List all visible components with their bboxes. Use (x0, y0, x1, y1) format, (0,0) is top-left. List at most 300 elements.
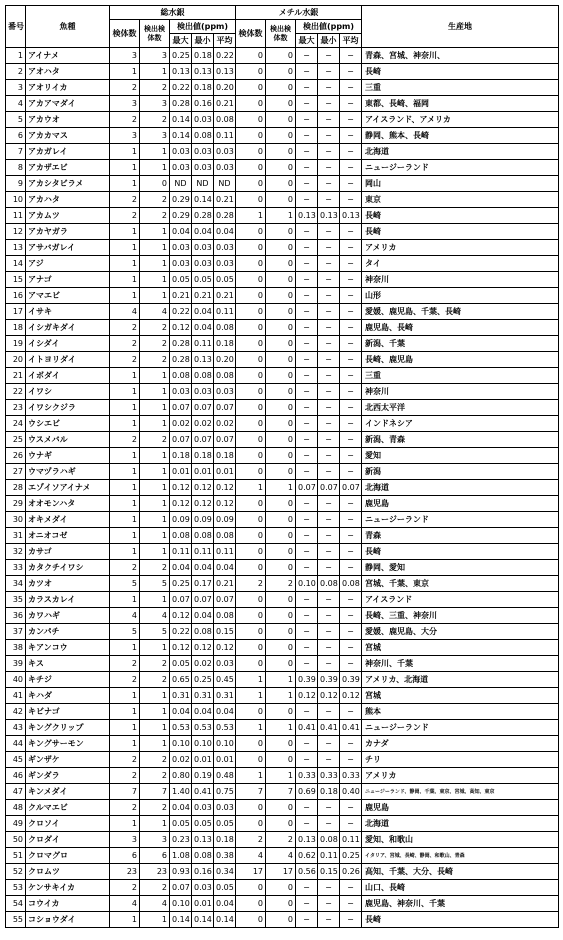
row-number: 6 (6, 128, 26, 144)
total-min: 0.18 (192, 80, 214, 96)
methyl-detected: 0 (266, 256, 296, 272)
total-avg: 0.05 (214, 816, 236, 832)
production-area: 長崎 (362, 912, 559, 928)
methyl-max: 0.41 (296, 720, 318, 736)
total-samples: 1 (110, 64, 140, 80)
methyl-samples: 0 (236, 912, 266, 928)
table-row (6, 144, 559, 160)
methyl-min: − (318, 304, 340, 320)
total-max: 0.11 (170, 544, 192, 560)
methyl-avg: − (340, 736, 362, 752)
methyl-avg: 0.12 (340, 688, 362, 704)
total-detected: 1 (140, 512, 170, 528)
total-samples: 6 (110, 848, 140, 864)
row-number: 1 (6, 48, 26, 64)
methyl-detected: 0 (266, 192, 296, 208)
row-number: 18 (6, 320, 26, 336)
production-area: 鹿児島 (362, 800, 559, 816)
total-min: 0.08 (192, 128, 214, 144)
fish-name: オニオコゼ (26, 528, 110, 544)
table-row (6, 496, 559, 512)
total-samples: 2 (110, 752, 140, 768)
methyl-detected: 0 (266, 80, 296, 96)
methyl-max: − (296, 432, 318, 448)
total-detected: 1 (140, 160, 170, 176)
total-min: 0.07 (192, 432, 214, 448)
methyl-detected: 1 (266, 672, 296, 688)
row-number: 54 (6, 896, 26, 912)
fish-name: カサゴ (26, 544, 110, 560)
header-methyl-max: 最大 (296, 34, 318, 48)
row-number: 49 (6, 816, 26, 832)
mercury-table-container (5, 5, 558, 928)
total-max: 0.31 (170, 688, 192, 704)
total-min: 0.02 (192, 656, 214, 672)
methyl-max: − (296, 160, 318, 176)
production-area: 鹿児島、長崎 (362, 320, 559, 336)
total-samples: 3 (110, 48, 140, 64)
total-max: 0.07 (170, 880, 192, 896)
methyl-samples: 17 (236, 864, 266, 880)
methyl-samples: 0 (236, 752, 266, 768)
fish-name: カタクチイワシ (26, 560, 110, 576)
table-row (6, 128, 559, 144)
total-max: 0.25 (170, 576, 192, 592)
header-no: 番号 (6, 6, 26, 48)
total-samples: 7 (110, 784, 140, 800)
total-avg: 0.01 (214, 464, 236, 480)
methyl-min: 0.08 (318, 576, 340, 592)
table-row (6, 800, 559, 816)
total-avg: 0.12 (214, 480, 236, 496)
fish-name: オキメダイ (26, 512, 110, 528)
methyl-max: − (296, 592, 318, 608)
methyl-min: 0.39 (318, 672, 340, 688)
methyl-samples: 0 (236, 400, 266, 416)
total-max: 0.80 (170, 768, 192, 784)
methyl-avg: − (340, 320, 362, 336)
total-min: 0.16 (192, 96, 214, 112)
total-detected: 1 (140, 288, 170, 304)
methyl-min: − (318, 272, 340, 288)
methyl-avg: 0.33 (340, 768, 362, 784)
methyl-min: − (318, 624, 340, 640)
fish-name: ウナギ (26, 448, 110, 464)
header-total-max: 最大 (170, 34, 192, 48)
row-number: 55 (6, 912, 26, 928)
methyl-samples: 1 (236, 480, 266, 496)
fish-name: ウスメバル (26, 432, 110, 448)
production-area: 長崎 (362, 224, 559, 240)
methyl-min: − (318, 704, 340, 720)
production-area: 東都、長崎、福岡 (362, 96, 559, 112)
row-number: 13 (6, 240, 26, 256)
methyl-detected: 0 (266, 288, 296, 304)
total-avg: 0.45 (214, 672, 236, 688)
production-area: 長崎 (362, 544, 559, 560)
methyl-min: 0.13 (318, 208, 340, 224)
methyl-max: − (296, 912, 318, 928)
table-row (6, 864, 559, 880)
methyl-min: − (318, 320, 340, 336)
methyl-detected: 0 (266, 656, 296, 672)
methyl-max: − (296, 560, 318, 576)
total-samples: 1 (110, 448, 140, 464)
methyl-detected: 0 (266, 912, 296, 928)
total-avg: 0.08 (214, 320, 236, 336)
total-avg: 0.05 (214, 272, 236, 288)
total-samples: 1 (110, 368, 140, 384)
methyl-max: 0.13 (296, 832, 318, 848)
total-max: 0.09 (170, 512, 192, 528)
methyl-samples: 0 (236, 128, 266, 144)
production-area: アメリカ、北海道 (362, 672, 559, 688)
methyl-detected: 0 (266, 624, 296, 640)
methyl-max: 0.13 (296, 208, 318, 224)
methyl-avg: 0.41 (340, 720, 362, 736)
total-max: 0.03 (170, 384, 192, 400)
methyl-min: − (318, 96, 340, 112)
fish-name: ウシエビ (26, 416, 110, 432)
methyl-max: − (296, 112, 318, 128)
total-samples: 2 (110, 768, 140, 784)
production-area: 新潟 (362, 464, 559, 480)
methyl-detected: 0 (266, 752, 296, 768)
methyl-min: − (318, 656, 340, 672)
methyl-detected: 0 (266, 432, 296, 448)
table-row (6, 192, 559, 208)
production-area: 鹿児島 (362, 496, 559, 512)
methyl-samples: 0 (236, 896, 266, 912)
total-samples: 2 (110, 880, 140, 896)
methyl-avg: − (340, 464, 362, 480)
total-detected: 2 (140, 80, 170, 96)
total-samples: 1 (110, 144, 140, 160)
total-min: 0.03 (192, 112, 214, 128)
total-min: 0.14 (192, 912, 214, 928)
total-max: 0.22 (170, 624, 192, 640)
methyl-samples: 0 (236, 304, 266, 320)
methyl-min: − (318, 496, 340, 512)
row-number: 10 (6, 192, 26, 208)
methyl-samples: 0 (236, 800, 266, 816)
methyl-min: 0.15 (318, 864, 340, 880)
total-avg: 0.20 (214, 80, 236, 96)
fish-name: ギンダラ (26, 768, 110, 784)
total-avg: 0.34 (214, 864, 236, 880)
fish-name: イシダイ (26, 336, 110, 352)
methyl-detected: 0 (266, 336, 296, 352)
row-number: 48 (6, 800, 26, 816)
total-avg: 0.22 (214, 48, 236, 64)
total-avg: 0.20 (214, 352, 236, 368)
total-detected: 1 (140, 224, 170, 240)
total-samples: 1 (110, 496, 140, 512)
production-area: 長崎、鹿児島 (362, 352, 559, 368)
methyl-avg: − (340, 96, 362, 112)
total-min: 0.03 (192, 240, 214, 256)
total-samples: 5 (110, 624, 140, 640)
methyl-min: − (318, 544, 340, 560)
row-number: 46 (6, 768, 26, 784)
header-total-samples: 検体数 (110, 20, 140, 48)
methyl-max: − (296, 368, 318, 384)
row-number: 47 (6, 784, 26, 800)
total-max: 0.22 (170, 80, 192, 96)
methyl-samples: 0 (236, 112, 266, 128)
row-number: 19 (6, 336, 26, 352)
total-detected: 1 (140, 496, 170, 512)
methyl-samples: 0 (236, 368, 266, 384)
total-avg: 0.11 (214, 304, 236, 320)
total-samples: 1 (110, 512, 140, 528)
total-max: 0.05 (170, 816, 192, 832)
table-row (6, 768, 559, 784)
methyl-max: − (296, 144, 318, 160)
production-area: 愛媛、鹿児島、千葉、長崎 (362, 304, 559, 320)
header-total-mercury: 総水銀 (110, 6, 236, 20)
total-min: 0.01 (192, 752, 214, 768)
methyl-min: − (318, 752, 340, 768)
methyl-min: 0.18 (318, 784, 340, 800)
total-max: 0.29 (170, 192, 192, 208)
total-detected: 2 (140, 656, 170, 672)
total-max: 0.93 (170, 864, 192, 880)
total-samples: 2 (110, 336, 140, 352)
total-max: 0.04 (170, 704, 192, 720)
production-area: タイ (362, 256, 559, 272)
total-avg: 0.08 (214, 112, 236, 128)
methyl-samples: 0 (236, 544, 266, 560)
methyl-max: − (296, 448, 318, 464)
table-row (6, 384, 559, 400)
methyl-avg: − (340, 512, 362, 528)
table-row (6, 80, 559, 96)
row-number: 29 (6, 496, 26, 512)
fish-name: アマエビ (26, 288, 110, 304)
total-max: 0.03 (170, 160, 192, 176)
methyl-samples: 0 (236, 432, 266, 448)
row-number: 51 (6, 848, 26, 864)
fish-name: カラスカレイ (26, 592, 110, 608)
methyl-min: − (318, 896, 340, 912)
methyl-max: 0.07 (296, 480, 318, 496)
methyl-min: − (318, 560, 340, 576)
methyl-max: − (296, 416, 318, 432)
row-number: 34 (6, 576, 26, 592)
row-number: 45 (6, 752, 26, 768)
total-samples: 4 (110, 608, 140, 624)
header-methyl-min: 最小 (318, 34, 340, 48)
total-samples: 1 (110, 160, 140, 176)
methyl-max: − (296, 464, 318, 480)
total-min: 0.07 (192, 400, 214, 416)
methyl-max: − (296, 192, 318, 208)
total-min: 0.03 (192, 880, 214, 896)
methyl-samples: 0 (236, 656, 266, 672)
row-number: 3 (6, 80, 26, 96)
total-detected: 1 (140, 384, 170, 400)
total-max: 0.28 (170, 352, 192, 368)
total-samples: 1 (110, 256, 140, 272)
production-area: 静岡、熊本、長崎 (362, 128, 559, 144)
total-avg: 0.03 (214, 240, 236, 256)
row-number: 12 (6, 224, 26, 240)
methyl-min: 0.11 (318, 848, 340, 864)
methyl-max: − (296, 352, 318, 368)
methyl-samples: 1 (236, 720, 266, 736)
total-detected: 1 (140, 400, 170, 416)
total-avg: 0.03 (214, 800, 236, 816)
methyl-min: − (318, 48, 340, 64)
methyl-max: − (296, 656, 318, 672)
total-min: 0.08 (192, 528, 214, 544)
total-min: 0.03 (192, 800, 214, 816)
total-max: 0.05 (170, 272, 192, 288)
table-row (6, 640, 559, 656)
table-row (6, 464, 559, 480)
methyl-min: − (318, 432, 340, 448)
total-max: 0.12 (170, 640, 192, 656)
total-min: 0.09 (192, 512, 214, 528)
methyl-avg: − (340, 288, 362, 304)
total-samples: 1 (110, 272, 140, 288)
total-max: 0.07 (170, 592, 192, 608)
table-row (6, 912, 559, 928)
methyl-detected: 0 (266, 160, 296, 176)
methyl-min: − (318, 288, 340, 304)
methyl-max: − (296, 608, 318, 624)
row-number: 40 (6, 672, 26, 688)
table-row (6, 688, 559, 704)
total-avg: 0.15 (214, 624, 236, 640)
methyl-min: − (318, 80, 340, 96)
total-min: ND (192, 176, 214, 192)
row-number: 24 (6, 416, 26, 432)
production-area: チリ (362, 752, 559, 768)
total-detected: 1 (140, 480, 170, 496)
total-min: 0.18 (192, 448, 214, 464)
methyl-min: 0.08 (318, 832, 340, 848)
total-max: 0.28 (170, 96, 192, 112)
production-area: 北海道 (362, 480, 559, 496)
total-min: 0.08 (192, 848, 214, 864)
total-samples: 1 (110, 528, 140, 544)
methyl-samples: 0 (236, 288, 266, 304)
row-number: 31 (6, 528, 26, 544)
methyl-avg: − (340, 592, 362, 608)
methyl-max: − (296, 240, 318, 256)
methyl-avg: − (340, 704, 362, 720)
total-min: 0.11 (192, 544, 214, 560)
row-number: 37 (6, 624, 26, 640)
total-min: 0.08 (192, 368, 214, 384)
table-row (6, 112, 559, 128)
total-max: 0.53 (170, 720, 192, 736)
total-max: 0.65 (170, 672, 192, 688)
methyl-detected: 0 (266, 816, 296, 832)
methyl-min: − (318, 528, 340, 544)
total-avg: 0.48 (214, 768, 236, 784)
methyl-samples: 0 (236, 48, 266, 64)
table-row (6, 608, 559, 624)
methyl-min: 0.33 (318, 768, 340, 784)
fish-name: キングクリップ (26, 720, 110, 736)
total-samples: 3 (110, 832, 140, 848)
table-row (6, 304, 559, 320)
methyl-detected: 0 (266, 96, 296, 112)
table-row (6, 48, 559, 64)
total-min: 0.21 (192, 288, 214, 304)
total-detected: 1 (140, 544, 170, 560)
methyl-samples: 0 (236, 736, 266, 752)
row-number: 8 (6, 160, 26, 176)
total-max: 0.28 (170, 336, 192, 352)
methyl-detected: 0 (266, 528, 296, 544)
methyl-avg: 0.26 (340, 864, 362, 880)
total-avg: 0.11 (214, 128, 236, 144)
table-row (6, 272, 559, 288)
total-detected: 2 (140, 768, 170, 784)
total-min: 0.04 (192, 224, 214, 240)
methyl-min: − (318, 608, 340, 624)
fish-name: アイナメ (26, 48, 110, 64)
methyl-min: 0.41 (318, 720, 340, 736)
total-detected: 1 (140, 816, 170, 832)
methyl-avg: − (340, 656, 362, 672)
fish-name: イワシ (26, 384, 110, 400)
table-row (6, 896, 559, 912)
methyl-min: − (318, 240, 340, 256)
row-number: 41 (6, 688, 26, 704)
row-number: 2 (6, 64, 26, 80)
methyl-max: − (296, 336, 318, 352)
methyl-avg: − (340, 608, 362, 624)
total-avg: 0.18 (214, 336, 236, 352)
table-header (6, 6, 559, 48)
methyl-max: − (296, 752, 318, 768)
row-number: 35 (6, 592, 26, 608)
fish-name: キアンコウ (26, 640, 110, 656)
row-number: 22 (6, 384, 26, 400)
methyl-detected: 0 (266, 496, 296, 512)
methyl-min: − (318, 144, 340, 160)
methyl-samples: 0 (236, 144, 266, 160)
methyl-detected: 0 (266, 800, 296, 816)
methyl-avg: − (340, 112, 362, 128)
total-max: 0.12 (170, 480, 192, 496)
production-area: 高知、千葉、大分、長崎 (362, 864, 559, 880)
methyl-avg: − (340, 368, 362, 384)
row-number: 25 (6, 432, 26, 448)
methyl-avg: − (340, 176, 362, 192)
methyl-max: − (296, 384, 318, 400)
table-row (6, 336, 559, 352)
total-min: 0.05 (192, 272, 214, 288)
total-samples: 2 (110, 192, 140, 208)
total-detected: 2 (140, 192, 170, 208)
total-min: 0.03 (192, 144, 214, 160)
methyl-samples: 0 (236, 528, 266, 544)
methyl-detected: 17 (266, 864, 296, 880)
methyl-samples: 1 (236, 672, 266, 688)
total-avg: 0.04 (214, 224, 236, 240)
total-min: 0.13 (192, 832, 214, 848)
methyl-samples: 0 (236, 336, 266, 352)
fish-name: イボダイ (26, 368, 110, 384)
header-area: 生産地 (362, 6, 559, 48)
total-avg: 0.02 (214, 416, 236, 432)
